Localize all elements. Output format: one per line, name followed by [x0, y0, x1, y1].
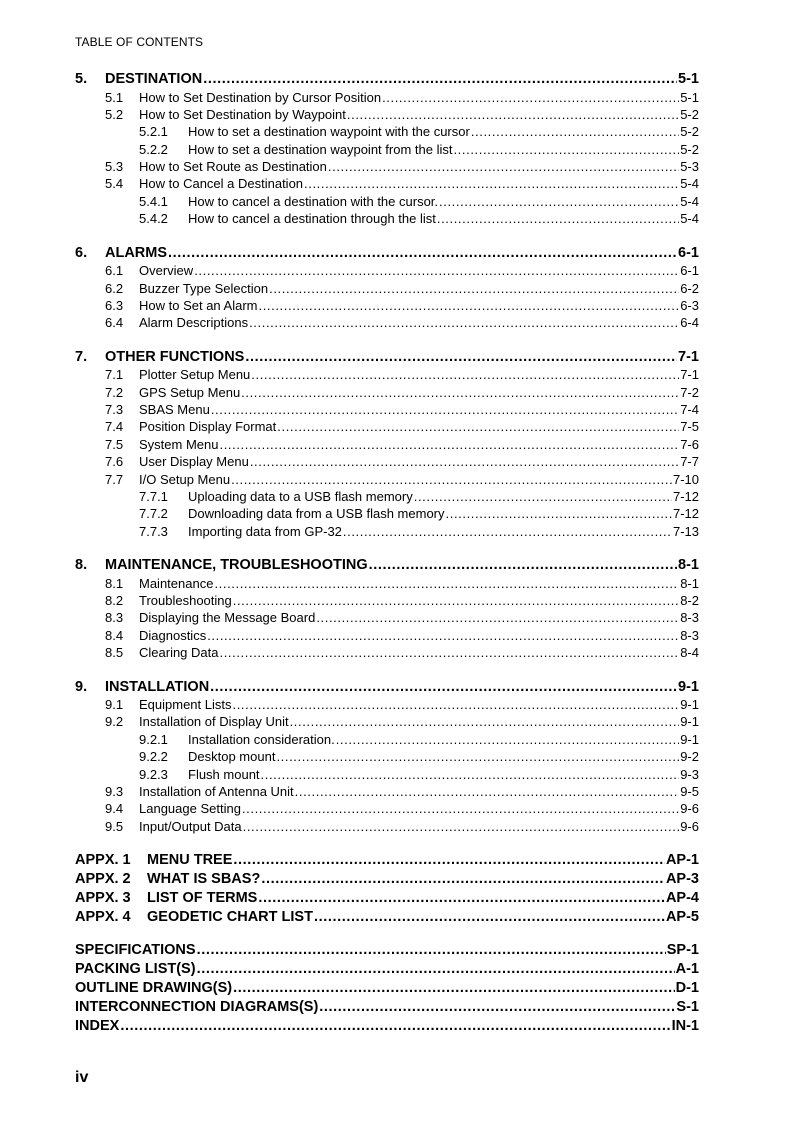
entry-page: 8-3: [680, 610, 699, 626]
entry-page: 9-6: [680, 818, 699, 834]
entry-number: 8.1: [105, 575, 124, 591]
entry-title: MAINTENANCE, TROUBLESHOOTING: [105, 557, 368, 574]
entry-page: AP-3: [665, 871, 699, 888]
entry-number: 9.: [75, 678, 88, 695]
entry-page: 5-2: [680, 106, 699, 122]
section-entry[interactable]: [75, 175, 699, 192]
section-entry[interactable]: [75, 401, 699, 418]
entry-title: SBAS Menu: [139, 401, 210, 417]
entry-number: APPX. 1: [75, 852, 131, 869]
running-header: TABLE OF CONTENTS: [75, 35, 204, 49]
entry-title: How to Set Route as Destination: [139, 159, 327, 175]
entry-title: User Display Menu: [139, 454, 249, 470]
dot-leader: [295, 783, 680, 800]
entry-title: ALARMS: [105, 244, 168, 261]
entry-title: INTERCONNECTION DIAGRAMS(S): [75, 999, 319, 1016]
section-entry[interactable]: [75, 575, 699, 592]
entry-title: Equipment Lists: [139, 697, 232, 713]
dot-leader: [437, 210, 679, 227]
chapter-entry[interactable]: [75, 244, 699, 263]
dot-leader: [261, 870, 665, 889]
entry-number: 9.5: [105, 818, 124, 834]
subsection-entry[interactable]: [75, 766, 699, 783]
appendix-entry[interactable]: [75, 851, 699, 870]
entry-title: Alarm Descriptions: [139, 315, 249, 331]
spacer: [75, 540, 699, 556]
dot-leader: [220, 644, 680, 661]
entry-number: 9.2.3: [139, 766, 168, 782]
entry-number: 5.2.2: [139, 141, 168, 157]
appendix-entry[interactable]: [75, 889, 699, 908]
entry-page: 7-12: [672, 488, 699, 504]
entry-number: 7.7.1: [139, 488, 168, 504]
entry-number: 7.7.2: [139, 506, 168, 522]
entry-page: 8-4: [680, 645, 699, 661]
entry-title: Downloading data from a USB flash memory: [188, 506, 445, 522]
back-matter-entry[interactable]: [75, 941, 699, 960]
entry-title: GPS Setup Menu: [139, 384, 241, 400]
subsection-entry[interactable]: [75, 123, 699, 140]
spacer: [75, 835, 699, 851]
section-entry[interactable]: [75, 384, 699, 401]
dot-leader: [219, 436, 679, 453]
entry-number: 8.5: [105, 645, 124, 661]
entry-page: 5-4: [680, 211, 699, 227]
entry-number: 6.3: [105, 297, 124, 313]
dot-leader: [168, 244, 677, 263]
dot-leader: [446, 505, 672, 522]
subsection-entry[interactable]: [75, 488, 699, 505]
entry-title: MENU TREE: [147, 852, 233, 869]
dot-leader: [242, 800, 679, 817]
entry-title: System Menu: [139, 436, 219, 452]
entry-title: How to cancel a destination with the cursor.: [188, 193, 439, 209]
entry-page: 5-3: [680, 159, 699, 175]
entry-number: 8.2: [105, 592, 124, 608]
dot-leader: [276, 748, 679, 765]
entry-page: 9-3: [680, 766, 699, 782]
entry-page: 8-1: [680, 575, 699, 591]
entry-page: A-1: [675, 961, 699, 978]
appendix-entry[interactable]: [75, 908, 699, 927]
entry-title: How to set a destination waypoint from the list: [188, 141, 453, 157]
entry-title: Input/Output Data: [139, 818, 242, 834]
section-entry[interactable]: [75, 627, 699, 644]
entry-number: 5.4.1: [139, 193, 168, 209]
section-entry[interactable]: [75, 471, 699, 488]
back-matter-entry[interactable]: [75, 979, 699, 998]
entry-title: How to Cancel a Destination: [139, 176, 304, 192]
entry-page: 7-6: [680, 436, 699, 452]
entry-page: 7-1: [680, 367, 699, 383]
dot-leader: [259, 297, 680, 314]
section-entry[interactable]: [75, 783, 699, 800]
dot-leader: [471, 123, 679, 140]
entry-number: 7.2: [105, 384, 124, 400]
dot-leader: [233, 592, 679, 609]
entry-page: 7-7: [680, 454, 699, 470]
section-entry[interactable]: [75, 436, 699, 453]
entry-page: AP-4: [665, 890, 699, 907]
dot-leader: [120, 1017, 670, 1036]
entry-number: 9.1: [105, 697, 124, 713]
dot-leader: [314, 908, 665, 927]
dot-leader: [290, 713, 680, 730]
entry-number: 7.3: [105, 401, 124, 417]
entry-number: 7.7.3: [139, 523, 168, 539]
entry-number: 5.4.2: [139, 211, 168, 227]
entry-page: SP-1: [666, 942, 699, 959]
back-matter-entry[interactable]: [75, 998, 699, 1017]
dot-leader: [214, 575, 679, 592]
dot-leader: [336, 731, 680, 748]
dot-leader: [414, 488, 672, 505]
entry-number: 5.3: [105, 159, 124, 175]
entry-number: 6.: [75, 244, 88, 261]
dot-leader: [258, 889, 665, 908]
entry-number: 9.3: [105, 784, 124, 799]
dot-leader: [211, 401, 679, 418]
dot-leader: [243, 818, 680, 835]
subsection-entry[interactable]: [75, 748, 699, 765]
dot-leader: [382, 89, 679, 106]
entry-number: 6.4: [105, 315, 124, 331]
entry-title: Clearing Data: [139, 645, 219, 661]
subsection-entry[interactable]: [75, 505, 699, 522]
entry-page: IN-1: [671, 1018, 699, 1035]
entry-title: Overview: [139, 263, 194, 279]
entry-page: 7-4: [680, 401, 699, 417]
entry-page: 7-5: [680, 419, 699, 435]
dot-leader: [210, 678, 677, 697]
dot-leader: [231, 471, 672, 488]
entry-number: APPX. 3: [75, 890, 131, 907]
entry-title: How to cancel a destination through the list: [188, 211, 436, 227]
entry-number: 9.2: [105, 714, 124, 730]
entry-title: WHAT IS SBAS?: [147, 871, 261, 888]
entry-title: Language Setting: [139, 801, 241, 817]
subsection-entry[interactable]: [75, 523, 699, 540]
entry-page: AP-1: [665, 852, 699, 869]
entry-number: 7.5: [105, 436, 124, 452]
section-entry[interactable]: [75, 609, 699, 626]
entry-title: Diagnostics: [139, 627, 207, 643]
entry-number: 5.2: [105, 106, 124, 122]
entry-page: 5-4: [680, 176, 699, 192]
entry-number: 5.1: [105, 89, 124, 105]
entry-title: Maintenance: [139, 575, 214, 591]
entry-title: Troubleshooting: [139, 592, 232, 608]
section-entry[interactable]: [75, 280, 699, 297]
dot-leader: [197, 941, 666, 960]
dot-leader: [269, 280, 679, 297]
entry-number: 6.1: [105, 263, 124, 279]
back-matter-entry[interactable]: [75, 960, 699, 979]
entry-page: 9-2: [680, 749, 699, 765]
entry-number: 7.7: [105, 471, 124, 487]
entry-title: Buzzer Type Selection: [139, 280, 269, 296]
entry-page: 6-1: [678, 244, 699, 261]
dot-leader: [261, 766, 680, 783]
subsection-entry[interactable]: [75, 141, 699, 158]
spacer: [75, 662, 699, 678]
dot-leader: [251, 366, 679, 383]
dot-leader: [233, 696, 680, 713]
spacer: [75, 228, 699, 244]
entry-number: 8.3: [105, 610, 124, 626]
chapter-entry[interactable]: [75, 678, 699, 697]
entry-number: 8.: [75, 557, 88, 574]
entry-title: Plotter Setup Menu: [139, 367, 251, 383]
section-entry[interactable]: [75, 592, 699, 609]
entry-number: 5.: [75, 71, 88, 87]
dot-leader: [439, 193, 679, 210]
subsection-entry[interactable]: [75, 193, 699, 210]
entry-title: OTHER FUNCTIONS: [105, 348, 245, 365]
entry-page: 7-12: [672, 506, 699, 522]
dot-leader: [197, 960, 675, 979]
dot-leader: [233, 979, 675, 998]
section-entry[interactable]: [75, 644, 699, 661]
entry-number: 9.2.1: [139, 731, 168, 747]
entry-number: 8.4: [105, 627, 124, 643]
dot-leader: [347, 106, 679, 123]
dot-leader: [207, 627, 679, 644]
entry-page: 7-10: [672, 471, 699, 487]
dot-leader: [194, 262, 679, 279]
entry-title: How to Set Destination by Waypoint: [139, 106, 346, 122]
entry-title: Displaying the Message Board: [139, 610, 316, 626]
section-entry[interactable]: [75, 453, 699, 470]
entry-page: S-1: [676, 999, 699, 1016]
entry-title: Desktop mount: [188, 749, 276, 765]
back-matter-entry[interactable]: [75, 1017, 699, 1036]
table-of-contents: [75, 70, 699, 1036]
entry-page: 7-1: [678, 348, 699, 365]
entry-title: LIST OF TERMS: [147, 890, 258, 907]
entry-number: 9.4: [105, 801, 124, 817]
chapter-entry[interactable]: [75, 348, 699, 367]
dot-leader: [304, 175, 679, 192]
entry-title: INDEX: [75, 1018, 120, 1035]
entry-title: Installation of Display Unit: [139, 714, 289, 730]
entry-title: PACKING LIST(S): [75, 961, 196, 978]
entry-number: 7.6: [105, 454, 124, 470]
entry-page: 5-1: [678, 71, 699, 87]
entry-number: 5.4: [105, 176, 124, 192]
entry-page: 6-3: [680, 297, 699, 313]
entry-page: 5-2: [680, 141, 699, 157]
dot-leader: [233, 851, 665, 870]
entry-title: How to Set an Alarm: [139, 297, 258, 313]
entry-number: APPX. 4: [75, 909, 131, 926]
chapter-entry[interactable]: [75, 556, 699, 575]
dot-leader: [343, 523, 672, 540]
subsection-entry[interactable]: [75, 731, 699, 748]
entry-title: DESTINATION: [105, 71, 203, 87]
section-entry[interactable]: [75, 418, 699, 435]
page-number: iv: [75, 1069, 89, 1086]
entry-number: 5.2.1: [139, 124, 168, 140]
entry-page: 9-1: [680, 697, 699, 713]
dot-leader: [328, 158, 679, 175]
entry-page: 6-4: [680, 315, 699, 331]
entry-number: APPX. 2: [75, 871, 131, 888]
entry-page: 5-1: [680, 89, 699, 105]
chapter-entry[interactable]: [75, 70, 699, 89]
entry-page: D-1: [675, 980, 699, 997]
section-entry[interactable]: [75, 89, 699, 106]
section-entry[interactable]: [75, 158, 699, 175]
entry-title: Installation consideration.: [188, 731, 335, 747]
entry-page: 9-1: [678, 678, 699, 695]
entry-number: 7.1: [105, 367, 124, 383]
entry-page: 5-2: [680, 124, 699, 140]
dot-leader: [203, 70, 677, 89]
entry-page: 7-2: [680, 384, 699, 400]
dot-leader: [277, 418, 679, 435]
entry-title: Installation of Antenna Unit: [139, 784, 294, 799]
entry-page: 8-3: [680, 627, 699, 643]
entry-number: 7.4: [105, 419, 124, 435]
dot-leader: [369, 556, 677, 575]
entry-page: 6-1: [680, 263, 699, 279]
section-entry[interactable]: [75, 800, 699, 817]
entry-title: Uploading data to a USB flash memory: [188, 488, 413, 504]
dot-leader: [241, 384, 679, 401]
entry-page: 8-2: [680, 592, 699, 608]
entry-page: AP-5: [665, 909, 699, 926]
entry-page: 7-13: [672, 523, 699, 539]
entry-page: 8-1: [678, 557, 699, 574]
section-entry[interactable]: [75, 366, 699, 383]
entry-number: 9.2.2: [139, 749, 168, 765]
entry-title: Flush mount: [188, 766, 260, 782]
entry-title: How to set a destination waypoint with the cursor: [188, 124, 470, 140]
entry-title: Importing data from GP-32: [188, 523, 342, 539]
section-entry[interactable]: [75, 696, 699, 713]
section-entry[interactable]: [75, 297, 699, 314]
entry-title: How to Set Destination by Cursor Position: [139, 89, 382, 105]
dot-leader: [453, 141, 679, 158]
entry-page: 9-5: [680, 784, 699, 799]
section-entry[interactable]: [75, 314, 699, 331]
appendix-entry[interactable]: [75, 870, 699, 889]
entry-number: 7.: [75, 348, 88, 365]
section-entry[interactable]: [75, 818, 699, 835]
spacer: [75, 332, 699, 348]
dot-leader: [316, 609, 679, 626]
section-entry[interactable]: [75, 713, 699, 730]
section-entry[interactable]: [75, 262, 699, 279]
entry-title: SPECIFICATIONS: [75, 942, 196, 959]
subsection-entry[interactable]: [75, 210, 699, 227]
dot-leader: [250, 453, 679, 470]
dot-leader: [245, 348, 677, 367]
entry-page: 5-4: [680, 193, 699, 209]
entry-title: INSTALLATION: [105, 678, 210, 695]
section-entry[interactable]: [75, 106, 699, 123]
entry-title: I/O Setup Menu: [139, 471, 231, 487]
entry-page: 9-6: [680, 801, 699, 817]
entry-page: 6-2: [680, 280, 699, 296]
entry-number: 6.2: [105, 280, 124, 296]
entry-title: OUTLINE DRAWING(S): [75, 980, 233, 997]
dot-leader: [319, 998, 675, 1017]
spacer: [75, 927, 699, 941]
entry-page: 9-1: [680, 714, 699, 730]
dot-leader: [249, 314, 679, 331]
entry-title: Position Display Format: [139, 419, 277, 435]
entry-page: 9-1: [680, 731, 699, 747]
entry-title: GEODETIC CHART LIST: [147, 909, 313, 926]
